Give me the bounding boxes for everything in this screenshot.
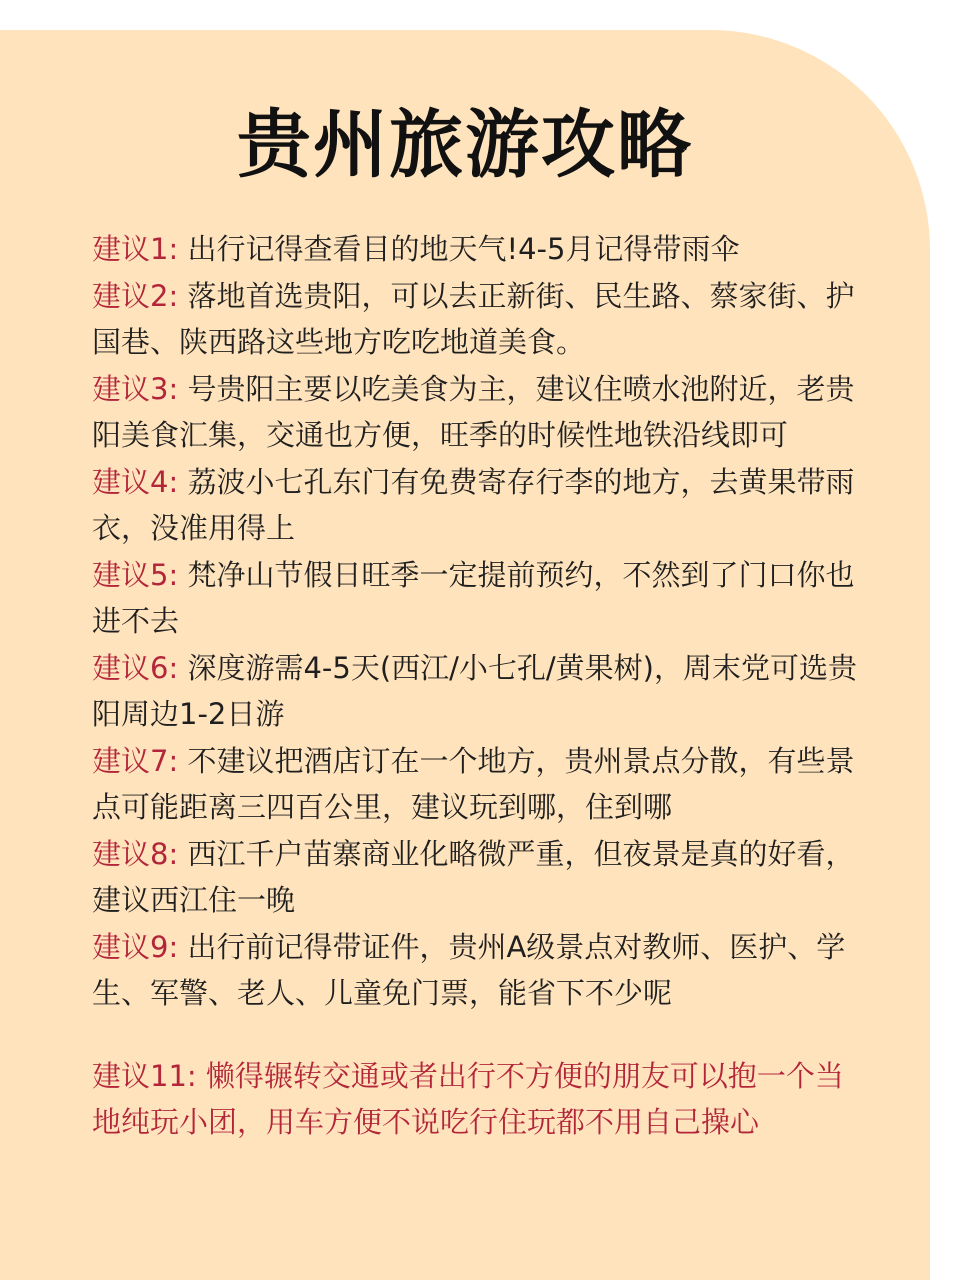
tip-text: 荔波小七孔东门有免费寄存行李的地方，去黄果带雨衣，没准用得上 xyxy=(92,464,855,545)
tip-text: 号贵阳主要以吃美食为主，建议住喷水池附近，老贵阳美食汇集，交通也方便，旺季的时候性地铁沿线即可 xyxy=(92,371,855,452)
page-title: 贵州旅游攻略 xyxy=(237,102,693,188)
tip-label: 建议4: xyxy=(92,464,179,499)
tip-item-1 xyxy=(92,226,867,273)
tip-text: 西江千户苗寨商业化略微严重，但夜景是真的好看，建议西江住一晚 xyxy=(92,836,855,917)
tip-label: 建议8: xyxy=(92,836,179,871)
tips-list xyxy=(92,226,867,1146)
tip-label: 建议9: xyxy=(92,929,179,964)
tip-item-3 xyxy=(92,366,867,459)
tip-label: 建议6: xyxy=(92,650,179,685)
tip-text: 梵净山节假日旺季一定提前预约，不然到了门口你也进不去 xyxy=(92,557,855,638)
tip-item-11 xyxy=(92,1053,867,1146)
tip-item-7 xyxy=(92,738,867,831)
tip-item-5 xyxy=(92,552,867,645)
tip-label: 建议11: xyxy=(92,1058,197,1093)
tip-item-4 xyxy=(92,459,867,552)
tip-text: 出行前记得带证件，贵州A级景点对教师、医护、学生、军警、老人、儿童免门票，能省下不少呢 xyxy=(92,929,846,1010)
tip-item-2 xyxy=(92,273,867,366)
tip-label: 建议2: xyxy=(92,278,179,313)
tip-text: 懒得辗转交通或者出行不方便的朋友可以抱一个当地纯玩小团，用车方便不说吃行住玩都不用自己操心 xyxy=(92,1058,844,1139)
tip-label: 建议5: xyxy=(92,557,179,592)
tip-item-6 xyxy=(92,645,867,738)
tip-item-9 xyxy=(92,924,867,1017)
tip-label: 建议3: xyxy=(92,371,179,406)
poster-card xyxy=(0,30,930,1280)
tip-text: 深度游需4-5天(西江/小七孔/黄果树)，周末党可选贵阳周边1-2日游 xyxy=(92,650,857,731)
tip-label: 建议1: xyxy=(92,232,179,266)
tip-text: 不建议把酒店订在一个地方，贵州景点分散，有些景点可能距离三四百公里，建议玩到哪，住到哪 xyxy=(92,743,855,824)
tip-text: 出行记得查看目的地天气!4-5月记得带雨伞 xyxy=(178,232,740,266)
tip-label: 建议7: xyxy=(92,743,179,778)
tip-item-8 xyxy=(92,831,867,924)
tip-text: 落地首选贵阳，可以去正新街、民生路、蔡家街、护国巷、陕西路这些地方吃吃地道美食。 xyxy=(92,278,855,359)
